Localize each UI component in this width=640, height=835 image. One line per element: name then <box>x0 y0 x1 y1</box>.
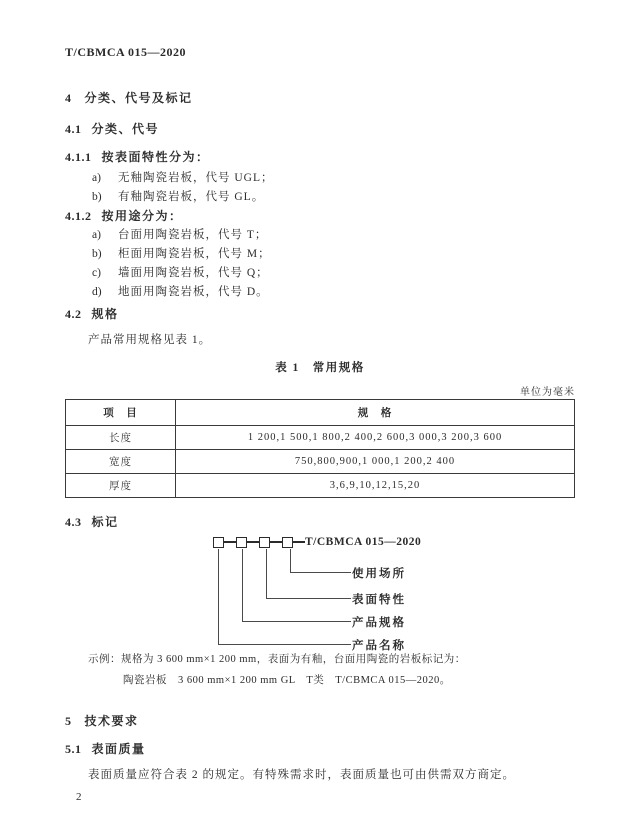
marking-example-line2: 陶瓷岩板 3 600 mm×1 200 mm GL T类 T/CBMCA 015—2020。 <box>123 675 451 686</box>
connector-line <box>218 549 351 645</box>
table-header-row <box>66 400 575 426</box>
table-cell-spec: 3,6,9,10,12,15,20 <box>176 474 575 498</box>
list-item-letter: b) <box>92 191 102 203</box>
designation-suffix: T/CBMCA 015—2020 <box>305 536 422 548</box>
designation-box-icon <box>282 537 293 548</box>
diagram-label-name: 产品名称 <box>352 640 406 652</box>
table-cell-spec: 1 200,1 500,1 800,2 400,2 600,3 000,3 200,3 600 <box>176 426 575 450</box>
clause-5-1-number: 5.1 <box>65 742 82 756</box>
section-4-heading <box>65 89 193 106</box>
clause-4-1-1-number: 4.1.1 <box>65 150 92 164</box>
clause-4-1-number: 4.1 <box>65 122 82 136</box>
clause-4-3-title: 标记 <box>91 515 119 529</box>
table-header-spec: 规 格 <box>176 400 575 426</box>
designation-box-icon <box>259 537 270 548</box>
table-header-item: 项 目 <box>66 400 176 426</box>
section-5-title: 技术要求 <box>84 714 139 728</box>
surface-quality-paragraph: 表面质量应符合表 2 的规定。有特殊需求时，表面质量也可由供需双方商定。 <box>88 769 515 781</box>
list-item-letter: c) <box>92 267 101 279</box>
dash-connector <box>293 541 305 543</box>
list-item-text: 柜面用陶瓷岩板，代号 M； <box>118 248 271 260</box>
page-number: 2 <box>76 791 82 803</box>
table-cell-item: 宽度 <box>66 450 176 474</box>
clause-4-1-2-title: 按用途分为： <box>101 209 183 223</box>
clause-4-2-heading <box>65 305 119 322</box>
section-4-title: 分类、代号及标记 <box>84 91 193 105</box>
dash-connector <box>247 541 259 543</box>
clause-4-1-1-title: 按表面特性分为： <box>101 150 210 164</box>
diagram-label-surface: 表面特性 <box>352 594 406 606</box>
list-item <box>92 226 267 242</box>
table-1-caption: 表 1 常用规格 <box>275 362 365 374</box>
clause-4-1-2-heading <box>65 207 183 224</box>
clause-4-3-heading <box>65 513 119 530</box>
clause-5-1-heading <box>65 740 146 757</box>
table-row <box>66 474 575 498</box>
diagram-label-usage: 使用场所 <box>352 568 406 580</box>
table-1-common-specs <box>65 399 575 498</box>
list-item <box>92 283 269 299</box>
list-item <box>92 169 274 185</box>
section-5-number: 5 <box>65 714 72 728</box>
clause-4-2-title: 规格 <box>91 307 119 321</box>
list-item-text: 墙面用陶瓷岩板，代号 Q； <box>118 267 269 279</box>
table-cell-item: 厚度 <box>66 474 176 498</box>
spec-intro-paragraph: 产品常用规格见表 1。 <box>88 334 212 346</box>
table-row <box>66 426 575 450</box>
table-cell-spec: 750,800,900,1 000,1 200,2 400 <box>176 450 575 474</box>
marking-example-line1: 示例：规格为 3 600 mm×1 200 mm，表面为有釉，台面用陶瓷的岩板标记为： <box>88 654 466 665</box>
list-item-letter: a) <box>92 172 101 184</box>
list-item-text: 有釉陶瓷岩板，代号 GL。 <box>118 191 265 203</box>
dash-connector <box>224 541 236 543</box>
list-item-letter: d) <box>92 286 102 298</box>
list-item <box>92 264 269 280</box>
marking-diagram-box-row <box>213 536 421 548</box>
table-row <box>66 450 575 474</box>
list-item-letter: b) <box>92 248 102 260</box>
clause-4-3-number: 4.3 <box>65 515 82 529</box>
list-item-text: 台面用陶瓷岩板，代号 T； <box>118 229 268 241</box>
list-item-letter: a) <box>92 229 101 241</box>
diagram-label-spec: 产品规格 <box>352 617 406 629</box>
designation-box-icon <box>213 537 224 548</box>
clause-4-1-1-heading <box>65 148 210 165</box>
dash-connector <box>270 541 282 543</box>
clause-4-1-heading <box>65 120 159 137</box>
designation-box-icon <box>236 537 247 548</box>
list-item <box>92 245 271 261</box>
clause-4-1-2-number: 4.1.2 <box>65 209 92 223</box>
section-5-heading <box>65 712 139 729</box>
table-cell-item: 长度 <box>66 426 176 450</box>
clause-4-1-title: 分类、代号 <box>91 122 160 136</box>
clause-5-1-title: 表面质量 <box>91 742 146 756</box>
table-unit-note: 单位为毫米 <box>520 387 575 398</box>
section-4-number: 4 <box>65 91 72 105</box>
list-item <box>92 188 264 204</box>
list-item-text: 地面用陶瓷岩板，代号 D。 <box>118 286 269 298</box>
standard-number-header: T/CBMCA 015—2020 <box>65 45 187 59</box>
list-item-text: 无釉陶瓷岩板，代号 UGL； <box>118 172 274 184</box>
clause-4-2-number: 4.2 <box>65 307 82 321</box>
